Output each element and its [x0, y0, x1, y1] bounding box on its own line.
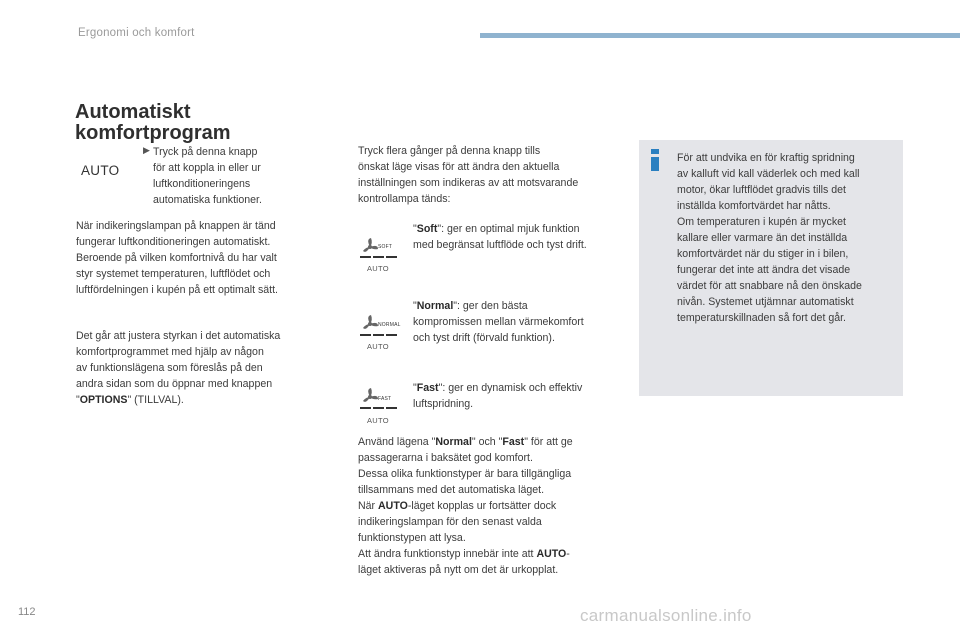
- auto-indicator: AUTO: [367, 416, 389, 425]
- paragraph-auto-description: När indikeringslampan på knappen är tänd fungerar luftkonditioneringen automatiskt. Beroende på vilken komfortnivå du har valt styr systemet temperaturen, luftflödet och luftfördelningen i kupén på ett optimalt sätt.: [76, 220, 278, 296]
- paragraph-usage-notes: Använd lägena "Normal" och "Fast" för att ge passagerarna i baksätet god komfort. Dessa olika funktionstyper är bara tillgängliga tillsammans med det automatiska läget. När AUTO-läget kopplas ur fortsätter dock indikeringslampan för den senast valda funktionstypen att lysa. Att ändra funktionstyp innebär inte att AUTO- läget aktiveras på nytt om det är urkopplat.: [358, 436, 573, 576]
- header-bar: [480, 33, 960, 38]
- info-text: För att undvika en för kraftig spridning av kalluft vid kall väderlek och med kall motor, ökar luftflödet gradvis tills det inställda komfortvärdet har nåtts. Om temperaturen i kupén är mycket kallare eller varmare än det inställda komfortvärdet när du stiger in i bilen, fungerar det inte att ändra det visade värdet för att snabbare nå den önskade nivån. Systemet utjämnar automatiskt temperaturskillnaden så fort det går.: [677, 152, 862, 324]
- auto-indicator: AUTO: [367, 342, 389, 351]
- info-icon: [648, 149, 662, 171]
- soft-icon-label: SOFT: [378, 244, 393, 250]
- page-number: 112: [18, 606, 36, 618]
- soft-mode-icon: [358, 233, 408, 279]
- section-header: Ergonomi och komfort: [78, 27, 195, 39]
- paragraph-mode-select: Tryck flera gånger på denna knapp tills önskat läge visas för att ändra den aktuella inställningen som indikeras av att motsvarande kontrollampa tänds:: [358, 145, 579, 205]
- normal-icon-label: NORMAL: [378, 322, 401, 328]
- paragraph-options: Det går att justera styrkan i det automatiska komfortprogrammet med hjälp av någon av funktionslägena som föreslås på den andra sidan som du öppnar med knappen "OPTIONS" (TILLVAL).: [76, 330, 281, 406]
- soft-mode-description: "Soft": ger en optimal mjuk funktion med begränsat luftflöde och tyst drift.: [413, 223, 587, 251]
- auto-button-label: AUTO: [81, 163, 120, 178]
- bullet-instruction: Tryck på denna knapp för att koppla in eller ur luftkonditioneringens automatiska funktioner.: [153, 146, 262, 206]
- fast-mode-description: "Fast": ger en dynamisk och effektiv luftspridning.: [413, 382, 583, 410]
- normal-mode-icon: [358, 311, 408, 357]
- bullet-arrow-icon: ▶: [143, 145, 150, 155]
- page-title: Automatiskt komfortprogram: [75, 101, 231, 144]
- watermark: carmanualsonline.info: [580, 606, 752, 625]
- auto-indicator: AUTO: [367, 264, 389, 273]
- fast-mode-icon: [358, 385, 408, 431]
- normal-mode-description: "Normal": ger den bästa kompromissen mellan värmekomfort och tyst drift (förvald funktion).: [413, 300, 584, 344]
- fast-icon-label: FAST: [378, 396, 392, 402]
